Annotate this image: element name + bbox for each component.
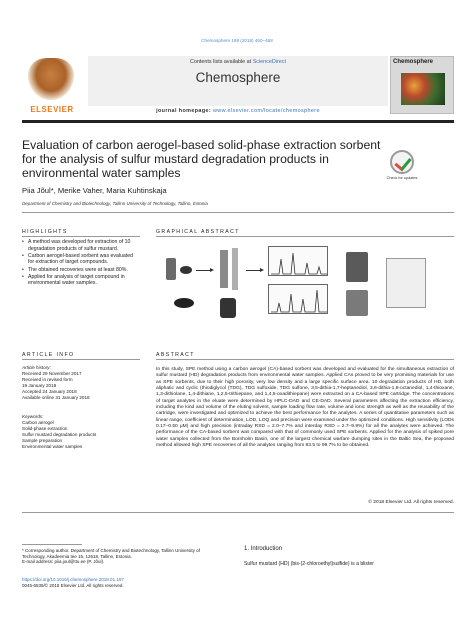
homepage-link[interactable]: www.elsevier.com/locate/chemosphere xyxy=(213,108,320,114)
elsevier-wordmark: ELSEVIER xyxy=(30,105,74,114)
keywords-label: Keywords: xyxy=(22,414,44,419)
contents-prefix: Contents lists available at xyxy=(190,59,252,65)
history-label: Article history: xyxy=(22,365,51,370)
elsevier-logo[interactable] xyxy=(22,56,82,114)
highlight-item: • A method was developed for extraction of 10 degradation products of sulfur mustard. xyxy=(22,239,140,252)
article-title: Evaluation of carbon aerogel-based solid-phase extraction sorbent for the analysis of sulfur mustard degradation products in environmental water samples xyxy=(22,138,381,180)
aerogel-sample-image xyxy=(180,266,192,274)
abstract-copyright: © 2018 Elsevier Ltd. All rights reserved. xyxy=(368,500,454,505)
footnote-divider xyxy=(22,544,82,545)
sorbent-image xyxy=(220,298,236,318)
highlight-item: • Carbon aerogel-based sorbent was evaluated for extraction of target compounds. xyxy=(22,253,140,266)
keyword-item: Sample preparation xyxy=(22,438,63,444)
author-email[interactable]: E-mail address: piia.joul@ttu.ee (P. Jõul). xyxy=(22,559,105,565)
instrument-image xyxy=(346,252,368,282)
issn-line: 0045-6535/© 2018 Elsevier Ltd. All rights reserved. xyxy=(22,582,124,588)
sample-vial-image xyxy=(166,258,176,280)
highlights-list xyxy=(22,239,140,288)
abstract-body: In this study, SPE method using a carbon aerogel (CA)-based sorbent was developed and evaluated for the simultaneous extraction of sulfur mustard (HD) degradation products from environmental water samples. Applied CAs proved to be very promising materials for use as SPE sorbents, due to their high porosity, very low density and a large specific surface area. 10 degradation products of HD, both aliphatic and cyclic (thiodiglycol (TDG), TDG sulfoxide, TDG sulfone, 3,5-dithia-1,7-heptanediol, 3,6-dithia-1,8-octanediol, 1,4-thioxane, 1,3-dithiolane, 1,4-dithiane, 1,2,5-trithiepane, and 1,4,5-oxadithiepane) were extracted on a CA-based SPE cartridge. The concentrations of target analytes in the eluate were determined by HPLC-DAD and CE-DAD. Several parameters affecting the extraction efficiency, including the kind and volume of the eluting solvent, sample loading flow rate, volume and ionic strength as well as the reusability of the cartridge, were investigated and optimized to achieve the best performance for the analytes. A series of quantitative parameters such as linear range, coefficient of determination, LOD, LOQ and precision were examined under the optimized conditions. High sensitivity (LODs 0.17–0.50 μM) and high precision (intraday RSD = 2.0–7.7% and interday RSD = 2.7–9.9%) for all the analytes were achieved. The performance of the CA-based sorbent was compared with that of commonly used SPE sorbents. Applied for the analysis of spiked pore water samples collected from the Bornholm Basin, one of the largest chemical warfare dumping sites in the Baltic Sea, the proposed method allowed high SPE recoveries of all the analytes ranging from 83.5 to 99.7% to be obtained. xyxy=(156,367,454,449)
process-arrow-icon xyxy=(246,270,262,271)
graphical-abstract-figure[interactable] xyxy=(156,238,454,348)
cover-title: Chemosphere xyxy=(393,59,434,65)
highlight-item: • Applied for analysis of target compound in environmental water samples. xyxy=(22,274,140,287)
abstract-divider xyxy=(22,512,454,513)
journal-citation[interactable]: Chemosphere 198 (2018) 460–468 xyxy=(201,38,273,43)
doi-link[interactable]: https://doi.org/10.1016/j.chemosphere.2018.01.157 xyxy=(22,577,124,582)
keyword-item: Environmental water samples xyxy=(22,444,83,450)
contents-availability xyxy=(88,59,388,65)
keyword-item: Solid-phase extraction xyxy=(22,426,68,432)
author-affiliation: Department of Chemistry and Biotechnology, Tallinn University of Technology, Tallinn, Estonia xyxy=(22,201,208,206)
spe-cartridge-image xyxy=(220,250,228,288)
abstract-heading: ABSTRACT xyxy=(156,352,195,358)
keyword-item: Carbon aerogel xyxy=(22,420,54,426)
history-line: Received 29 November 2017 xyxy=(22,371,82,377)
highlights-heading: HIGHLIGHTS xyxy=(22,229,68,235)
chromatogram-image xyxy=(268,246,328,276)
keyword-item: Sulfur mustard degradation products xyxy=(22,432,97,438)
article-history xyxy=(22,365,140,402)
history-line: Available online 31 January 2018 xyxy=(22,395,90,401)
journal-cover-thumbnail[interactable] xyxy=(390,56,454,114)
result-panel-image xyxy=(386,258,426,308)
electropherogram-image xyxy=(268,284,328,314)
check-for-updates-label[interactable]: Check for updates xyxy=(386,176,418,180)
homepage-label: journal homepage: xyxy=(156,108,212,114)
doi-block xyxy=(22,577,222,588)
journal-name: Chemosphere xyxy=(195,70,281,85)
history-line: 19 January 2018 xyxy=(22,383,57,389)
highlights-rule xyxy=(22,236,140,237)
title-divider xyxy=(22,212,454,213)
article-info-rule xyxy=(22,359,140,360)
history-line: Received in revised form xyxy=(22,377,73,383)
sciencedirect-link[interactable]: ScienceDirect xyxy=(252,59,286,65)
journal-banner xyxy=(88,56,388,106)
graphical-abstract-heading: GRAPHICAL ABSTRACT xyxy=(156,229,240,235)
cover-art-image xyxy=(401,73,445,105)
corresponding-author-note xyxy=(22,548,222,565)
introduction-first-line: Sulfur mustard (HD) (bis-(2-chloroethyl)sulfide) is a blister xyxy=(244,561,374,567)
corresponding-author: * Corresponding author. Department of Chemistry and Biotechnology, Tallinn University of Technology, Akadeemia tee 15, 12618, Tallinn, Estonia. xyxy=(22,548,200,559)
highlight-item: • The obtained recoveries were at least 80%. xyxy=(22,267,140,274)
article-info-heading: ARTICLE INFO xyxy=(22,352,75,358)
elsevier-tree-icon xyxy=(28,58,74,100)
abstract-rule xyxy=(156,359,454,360)
process-arrow-icon xyxy=(196,270,212,271)
instrument-image xyxy=(346,290,368,316)
article-authors: Piia Jõul*, Merike Vaher, Maria Kuhtinskaja xyxy=(22,186,167,195)
introduction-heading: 1. Introduction xyxy=(244,546,283,552)
keywords-block xyxy=(22,414,140,451)
header-divider xyxy=(22,120,454,123)
graphical-abstract-rule xyxy=(156,236,454,237)
journal-homepage xyxy=(88,108,388,114)
carbon-aerogel-image xyxy=(174,298,194,308)
check-for-updates-icon[interactable] xyxy=(390,150,414,174)
spe-cartridge-image xyxy=(232,248,238,290)
journal-header xyxy=(22,56,454,114)
history-line: Accepted 24 January 2018 xyxy=(22,389,77,395)
